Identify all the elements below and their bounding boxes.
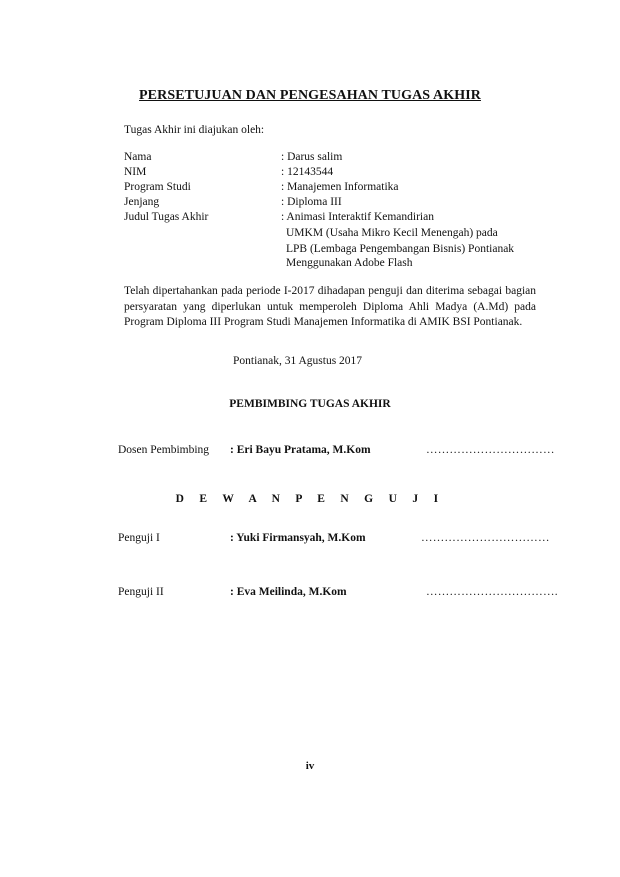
field-value-nama: : Darus salim	[281, 151, 343, 163]
approval-paragraph: Telah dipertahankan pada periode I-2017 dihadapan penguji dan diterima sebagai bagian persyaratan yang diperlukan untuk memperoleh Diploma Ahli Madya (A.Md) pada Program Diploma III Program Studi Manajemen Informatika di AMIK BSI Pontianak.	[124, 285, 536, 328]
penguji1-label: Penguji I	[118, 532, 160, 544]
dewan-penguji-heading: D E W A N P E N G U J I	[175, 493, 445, 505]
field-label-nim: NIM	[124, 166, 147, 178]
dosen-label: Dosen Pembimbing	[118, 444, 210, 456]
judul-line-3: Menggunakan Adobe Flash	[286, 257, 413, 269]
field-label-nama: Nama	[124, 151, 152, 163]
penguji1-name: : Yuki Firmansyah, M.Kom	[230, 532, 366, 544]
penguji1-signature-line: ……………………………	[421, 532, 550, 544]
date-line: Pontianak, 31 Agustus 2017	[233, 355, 363, 367]
field-value-judul: : Animasi Interaktif Kemandirian	[281, 211, 434, 223]
page-title: PERSETUJUAN DAN PENGESAHAN TUGAS AKHIR	[139, 88, 481, 103]
judul-line-2: LPB (Lembaga Pengembangan Bisnis) Pontianak	[286, 243, 515, 255]
intro-text: Tugas Akhir ini diajukan oleh:	[124, 124, 265, 136]
penguji2-label: Penguji II	[118, 586, 164, 598]
field-label-judul: Judul Tugas Akhir	[124, 211, 209, 223]
dosen-name: : Eri Bayu Pratama, M.Kom	[230, 444, 371, 456]
pembimbing-heading: PEMBIMBING TUGAS AKHIR	[229, 398, 391, 410]
page-number: iv	[305, 760, 315, 772]
dosen-signature-line: ……………………………	[426, 444, 555, 456]
penguji2-signature-line: …………………………….	[426, 586, 558, 598]
field-value-jenjang: : Diploma III	[281, 196, 342, 208]
field-value-nim: : 12143544	[281, 166, 334, 178]
field-value-program-studi: : Manajemen Informatika	[281, 181, 399, 193]
judul-line-1: UMKM (Usaha Mikro Kecil Menengah) pada	[286, 227, 498, 239]
penguji2-name: : Eva Meilinda, M.Kom	[230, 586, 347, 598]
field-label-jenjang: Jenjang	[124, 196, 160, 208]
field-label-program-studi: Program Studi	[124, 181, 191, 193]
